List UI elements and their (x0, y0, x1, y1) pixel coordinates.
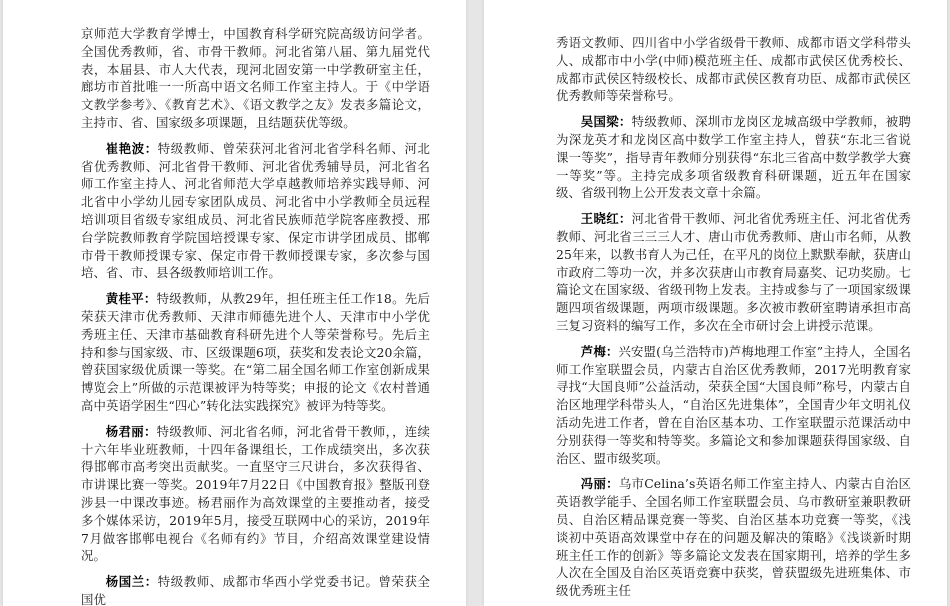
bio-name: 芦梅： (580, 343, 619, 359)
bio-text: 特级教师，从教29年，担任班主任工作18。先后荣获天津市优秀教师、天津市师德先进个人、天津市中小学优秀班主任、天津市基础教育科研先进个人等荣誉称号。先后主持和参与国家级、市、区级课题6项，获奖和发表论文20余篇，曾获国家级优质课一等奖。在“第二届全国名师工作室创新成果博览会上”所做的示范课被评为特等奖；申报的论文《农村普通高中英语学困生“四心”转化法实践探究》被评为特等奖。 (81, 291, 430, 413)
right-continuation-paragraph: 秀语文教师、四川省中小学省级骨干教师、成都市语文学科带头人、成都市中小学(中师)模范班主任、成都市武侯区优秀校长、成都市武侯区特级校长、成都市武侯区教育功臣、成都市武侯区优秀教师等荣誉称号。 (556, 35, 911, 104)
bio-entry-yang-guolan (81, 573, 430, 606)
bio-name: 黄桂平： (105, 291, 157, 307)
bio-entry-wu-guoliang (556, 113, 911, 202)
bio-text: 乌市Celina’s英语名师工作室主持人、内蒙古自治区英语教学能手、全国名师工作室联盟会员、乌市教研室兼职教研员、自治区精品课竞赛一等奖、自治区基本功竞赛一等奖，《浅谈初中英语高效课堂中存在的问题及解决的策略》《浅谈新时期班主任工作的创新》等多篇论文发表在国家期刊，培养的学生多人次在全国及自治区英语竞赛中获奖，曾获盟级先进班集体、市级优秀班主任 (556, 476, 911, 599)
bio-name: 冯丽： (580, 476, 619, 492)
bio-name: 吴国梁： (580, 114, 632, 130)
left-continuation-paragraph: 京师范大学教育学博士，中国教育科学研究院高级访问学者。全国优秀教师，省、市骨干教师。河北省第八届、第九届党代表，本届县、市人大代表，现河北固安第一中学教研室主任，廊坊市首批唯一一所高中语文名师工作室主持人。于《中学语文教学参考》、《教育艺术》、《语文教学之友》发表多篇论文，主持市、省、国家级多项课题，且结题获优等级。 (81, 26, 430, 130)
bio-name: 王晓红： (580, 211, 632, 227)
bio-entry-feng-li (556, 475, 911, 600)
bio-entry-lu-mei (556, 343, 911, 468)
bio-name: 杨君丽： (105, 423, 157, 439)
bio-entry-yang-junli (81, 423, 430, 565)
bio-entry-cui-yanbo (81, 140, 430, 282)
bio-text: 河北省骨干教师、河北省优秀班主任、河北省优秀教师、河北省三三三人才、唐山市优秀教师、唐山市名师，从教25年来，以教书育人为己任，在平凡的岗位上默默奉献，获唐山市政府二等功一次，并多次获唐山市教育局嘉奖、记功奖励。七篇论文在国家级、省级刊物上发表。主持或参与了一项国家级课题四项省级课题，两项市级课题。多次被市教研室聘请承担市高三复习资料的编写工作，多次在全市研讨会上讲授示范课。 (556, 211, 912, 333)
bio-name: 崔艳波： (105, 140, 158, 156)
bio-entry-wang-xiaohong (556, 210, 911, 335)
right-page (484, 0, 947, 606)
bio-entry-huang-guiping (81, 290, 430, 415)
bio-text: 特级教师、曾荣获河北省河北省学科名师、河北省优秀教师、河北省骨干教师、河北省优秀辅导员，河北省名师工作室主持人、河北省师范大学卓越教师培养实践导师、河北省中小学幼儿园专家团队成员、河北省中小学教师全员远程培训项目省级专家组成员、河北省民族师范学院客座教授、邢台学院教师教育学院国培授课专家、保定市讲学团成员、邯郸市骨干教师授课专家、保定市骨干教师授课专家，多次参与国培、省、市、县各级教师培训工作。 (81, 140, 430, 281)
bio-text: 特级教师、成都市华西小学党委书记。曾荣获全国优 (81, 574, 430, 606)
bio-text: 特级教师、河北省名师，河北省骨干教师，，连续十六年毕业班教师，十四年备课组长，工作成绩突出，多次获得邯郸市高考突出贡献奖。一直坚守三尺讲台，多次获得省、市讲课比赛一等奖。2019年7月22日《中国教育报》整版刊登涉县一中课改事迹。杨君丽作为高效课堂的主要推动者，接受多个媒体采访，2019年5月，接受互联网中心的采访，2019年7月做客邯郸电视台《名师有约》节目，介绍高效课堂建设情况。 (81, 423, 431, 564)
bio-text: 兴安盟(乌兰浩特市)芦梅地理工作室”主持人，全国名师工作室联盟会员，内蒙古自治区优秀教师，2017光明教育家寻找“大国良师”公益活动，荣获全国“大国良师”称号，内蒙古自治区地理学科带头人，“自治区先进集体”，全国青少年文明礼仪活动先进工作者，曾在自治区基本功、工作室联盟示范课活动中分别获得一等奖和特等奖。多篇论文和参加课题获得国家级、自治区、盟市级奖项。 (556, 343, 911, 466)
bio-text: 特级教师、深圳市龙岗区龙城高级中学教师，被聘为深龙英才和龙岗区高中数学工作室主持人，曾获“东北三省说课一等奖”，指导青年教师分别获得“东北三省高中数学教学大赛一等奖”等。主持完成多项省级教育科研课题，近五年在国家级、省级刊物上公开发表文章十余篇。 (556, 114, 912, 201)
left-page (3, 0, 466, 606)
bio-name: 杨国兰： (105, 574, 158, 590)
